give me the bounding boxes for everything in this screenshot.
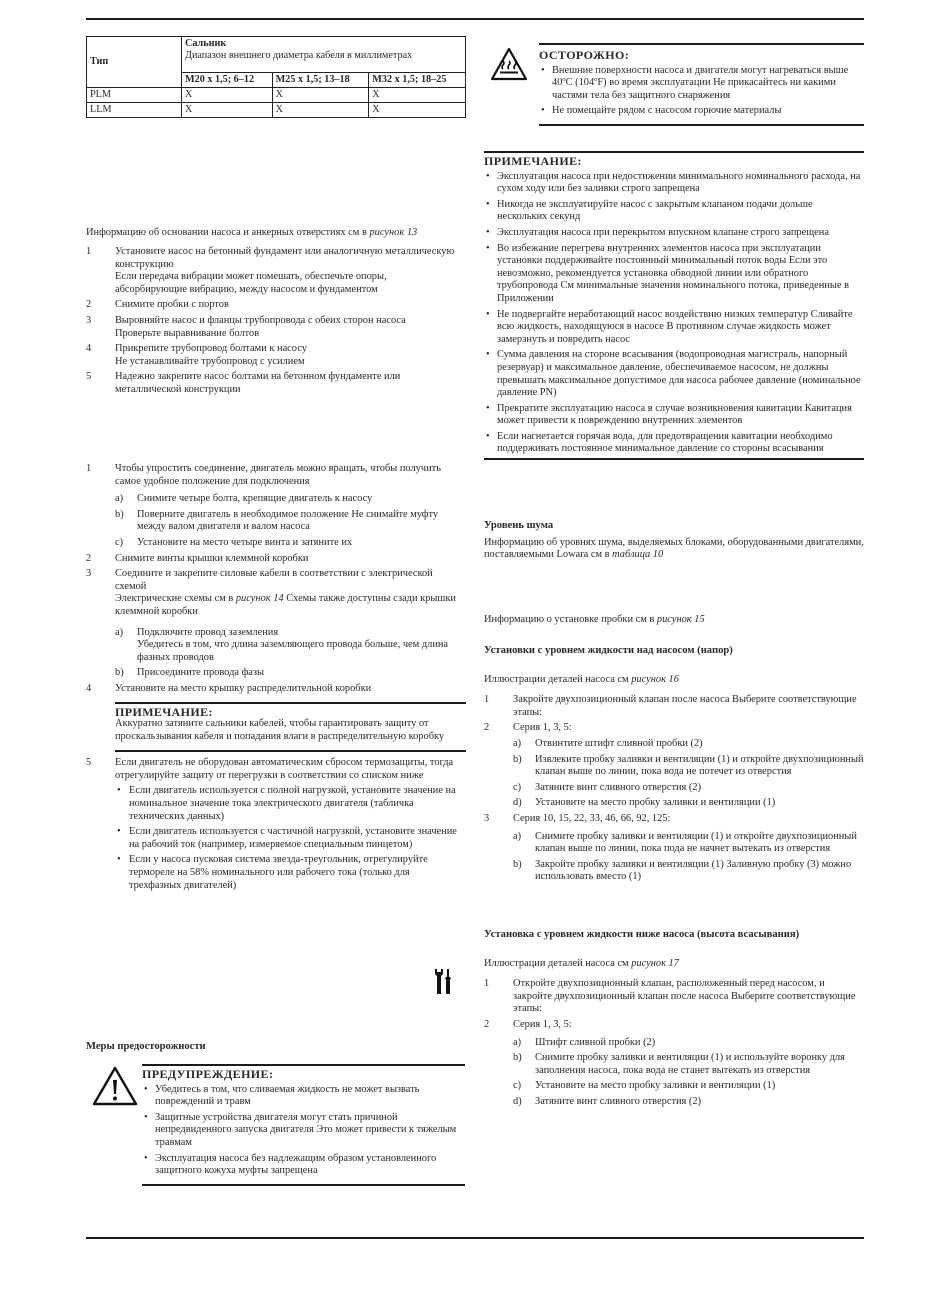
list-item: 1 Установите насос на бетонный фундамент или аналогичную металлическую конструкцию Если передача вибрации может помешать, обеспечьте опоры, абсорбирующие вибрацию, между насосом и фундаментом [86,246,455,295]
bullet-item: • Если нагнетается горячая вода, для предотвращения кавитации необходимо поддерживать постоянное минимальное давление со стороны всасывания [486,430,833,455]
plug-section [484,614,864,627]
bullet-item: • Убедитесь в том, что сливаемая жидкость не может вызвать повреждений и травм [144,1083,420,1108]
bullet-icon: • [144,1152,148,1164]
warning-box [142,1064,465,1186]
note-top-rule [115,702,466,704]
warning-bottom-rule [142,1184,465,1186]
electrical-section [86,463,458,892]
table-cell: X [182,103,273,118]
caution-box [539,43,864,126]
sub-list-item: a) Снимите пробку заливки и вентиляции (1) и откройте двухпозиционный клапан выше по линии, пока пода не начнет вытекать из отверстия [513,830,857,855]
list-item: 3 Серия 10, 15, 22, 33, 46, 66, 92, 125: [484,812,671,824]
list-item: 5 Если двигатель не оборудован автоматическим сбросом термозащиты, тогда отрегулируйте защиту от перегрузки в соответствии со списком ниже [86,757,454,781]
list-item: 3 Выровняйте насос и фланцы трубопровода с обеих сторон насоса Проверьте выравнивание болтов [86,314,406,339]
bullet-icon: • [117,854,121,866]
sub-list-item: b) Извлеките пробку заливки и вентиляции (1) и откройте двухпозиционный клапан выше по линии, пока вода не потечет из отверстия [513,753,864,778]
section-heading: Установка с уровнем жидкости ниже насоса (высота всасывания) [484,929,800,940]
caution-top-rule [539,43,864,45]
sub-list-item: a) Снимите четыре болта, крепящие двигатель к насосу [115,493,373,505]
table-cell-type: PLM [87,88,182,103]
table-row [87,88,466,103]
head-intro: Иллюстрации деталей насоса см рисунок 16 [484,673,679,685]
bullet-icon: • [117,785,121,797]
general-warning-icon [92,1066,138,1106]
plug-text: Информацию о установке пробки см в рисунок 15 [484,614,705,625]
bullet-item: • Не помещайте рядом с насосом горючие материалы [541,105,782,117]
list-item: 3 Соедините и закрепите силовые кабели в соответствии с электрической схемой Электрические схемы см в рисунок 14 Схемы также доступны сзади крышки клеммной коробки [86,568,456,617]
noise-text: Информацию об уровнях шума, выделяемых блоками, оборудованными двигателями, поставляемыми Lowara см в таблица 10 [484,536,864,561]
sub-list-item: d) Установите на место пробку заливки и вентиляции (1) [513,797,776,809]
sub-list-item: c) Установите на место пробку заливки и вентиляции (1) [513,1080,776,1092]
table-ref-link[interactable]: таблица 10 [612,549,664,561]
positive-head-section [484,645,864,884]
figure-ref-link[interactable]: рисунок 16 [631,673,679,685]
page-bottom-rule [86,1237,864,1239]
caution-title: ОСТОРОЖНО: [539,48,630,62]
page-top-rule [86,18,864,20]
table-row [87,103,466,118]
bullet-item: • Эксплуатация насоса без надлежащим образом установленного защитного кожуха муфты запрещена [144,1152,437,1177]
suction-lift-section [484,929,874,1109]
bullet-item: • Прекратите эксплуатацию насоса в случае возникновения кавитации Кавитация может привести к повреждению внутренних элементов [486,402,852,427]
bullet-icon: • [144,1111,148,1123]
list-item: 2 Серия 1, 3, 5: [484,722,572,734]
bullet-icon: • [486,430,490,442]
bullet-item: • Эксплуатация насоса при недостижении минимального номинального расхода, на сухом ходу или без заливки строго запрещена [486,170,861,195]
note-title: ПРИМЕЧАНИЕ: [115,704,213,719]
sub-list-item: a) Подключите провод заземления Убедитесь в том, что длина заземляющего провода больше, чем длина фазных проводов [115,626,449,663]
note-text: Аккуратно затяните сальники кабелей, чтобы гарантировать защиту от проскальзывания кабеля и попадания влаги в распределительную коробку [115,718,445,742]
bullet-icon: • [486,349,490,361]
note-bottom-rule [484,458,864,460]
sub-list-item: b) Присоедините провода фазы [115,667,264,679]
note-bottom-rule [115,750,466,752]
figure-ref-link[interactable]: рисунок 17 [631,957,679,969]
bullet-item: • Сумма давления на стороне всасывания (водопроводная магистраль, напорный резервуар) и максимальное давление, обеспечиваемое насосом, не должны превышать максимальное допустимое для насоса рабочее давление (номинальное давление PN) [486,349,861,399]
bullet-item: • Если у насоса пусковая система звезда-треугольник, отрегулируйте термореле на 58% номинального или рабочего тока (только для трехфазных двигателей) [117,854,428,891]
table-cell: X [369,103,466,118]
sub-list-item: b) Закройте пробку заливки и вентиляции (1) Заливную пробку (3) можно использовать вместо (1) [513,858,852,883]
sub-list-item: b) Поверните двигатель в необходимое положение Не снимайте муфту между валом двигателя и валом насоса [115,508,439,533]
list-item: 1 Чтобы упростить соединение, двигатель можно вращать, чтобы получить самое удобное положение для подключения [86,463,441,487]
sub-list-item: a) Штифт сливной пробки (2) [513,1036,656,1048]
table-cell-type: LLM [87,103,182,118]
cable-gland-table [86,36,466,118]
bullet-icon: • [117,826,121,838]
list-item: 1 Откройте двухпозиционный клапан, расположенный перед насосом, и закройте двухпозиционный клапан после насоса Выберите соответствующие этапы: [484,978,856,1015]
figure-ref-link[interactable]: рисунок 13 [369,227,418,238]
bullet-icon: • [486,170,490,182]
bullet-item: • Во избежание перегрева внутренних элементов насоса при эксплуатации установки поддерживайте постоянный минимальный поток воды Если это невозможно, рекомендуется установка обводной линии или обратного трубопровода См минимальные значения номинального потока, приведенные в Приложении [486,242,849,304]
bullet-item: • Внешние поверхности насоса и двигателя могут нагреваться выше 40ºC (104ºF) во время эксплуатации Не прикасайтесь ни какими частями тела без защитного снаряжения [541,64,849,101]
table-cell: X [182,88,273,103]
table-header-size: M20 x 1,5; 6–12 [182,73,273,88]
figure-ref-link[interactable]: рисунок 14 [235,593,284,605]
table-header-gland [182,37,466,73]
bullet-item: • Эксплуатация насоса при перекрытом впускном клапане строго запрещена [486,226,829,238]
table-cell: X [272,103,369,118]
bullet-icon: • [541,64,545,76]
caution-bottom-rule [539,124,864,126]
bullet-icon: • [144,1083,148,1095]
section-heading: Установки с уровнем жидкости над насосом (напор) [484,645,733,656]
warning-top-rule [142,1064,465,1066]
note-box-right [484,151,864,460]
list-item: 4 Прикрепите трубопровод болтами к насосу Не устанавливайте трубопровод с усилием [86,343,307,367]
gland-subtitle: Диапазон внешнего диаметра кабеля в миллиметрах [185,50,413,61]
lift-intro: Иллюстрации деталей насоса см рисунок 17 [484,957,679,969]
bullet-icon: • [486,308,490,320]
note-box [115,702,466,753]
bullet-item: • Если двигатель используется с частичной нагрузкой, установите значение на рабочий ток (например, измеряемое специальным пинцетом) [117,826,457,850]
note-top-rule [484,151,864,153]
section-heading: Уровень шума [484,520,554,531]
sub-list-item: a) Отвинтите штифт сливной пробки (2) [513,737,703,749]
table-header-type: Тип [87,37,182,88]
list-item: 2 Снимите пробки с портов [86,299,229,311]
section-heading: Меры предосторожности [86,1041,206,1052]
bullet-item: • Защитные устройства двигателя могут стать причиной непредвиденного запуска двигателя Это может привести к тяжелым травмам [144,1111,457,1148]
table-cell: X [369,88,466,103]
gland-title: Сальник [185,38,227,49]
list-item: 2 Снимите винты крышки клеммной коробки [86,552,309,564]
sub-list-item: d) Затяните винт сливного отверстия (2) [513,1095,702,1107]
sub-list-item: c) Затяните винт сливного отверстия (2) [513,781,702,793]
noise-section [484,520,864,562]
sub-list-item: c) Установите на место четыре винта и затяните их [115,536,353,548]
list-item: 1 Закройте двухпозиционный клапан после насоса Выберите соответствующие этапы: [484,694,857,718]
bullet-item: • Никогда не эксплуатируйте насос с закрытым клапаном подачи дольше нескольких секунд [486,198,813,223]
bullet-icon: • [541,105,545,117]
bullet-item: • Не подвергайте неработающий насос воздействию низких температур Сливайте всю жидкость, находящуюся в насосе В противном случае жидкость может замерзнуть и повредить насос [486,308,853,345]
table-header-size: M25 x 1,5; 13–18 [272,73,369,88]
foundation-section [86,223,458,397]
list-item: 5 Надежно закрепите насос болтами на бетонном фундаменте или металлической конструкции [86,371,401,395]
wrench-screwdriver-icon [432,968,454,996]
list-item: 2 Серия 1, 3, 5: [484,1018,572,1030]
sub-list-item: b) Снимите пробку заливки и вентиляции (1) и используйте воронку для заполнения насоса, пока вода не станет вытекать из отверстия [513,1052,845,1076]
bullet-icon: • [486,198,490,210]
list-item: 4 Установите на место крышку распределительной коробки [86,682,372,694]
hot-surface-warning-icon [490,47,528,81]
foundation-intro: Информацию об основании насоса и анкерных отверстиях см в рисунок 13 [86,227,418,238]
bullet-icon: • [486,402,490,414]
precautions-section [86,1041,466,1054]
bullet-icon: • [486,242,490,254]
bullet-icon: • [486,226,490,238]
table-cell: X [272,88,369,103]
table-header-size: M32 x 1,5; 18–25 [369,73,466,88]
figure-ref-link[interactable]: рисунок 15 [656,614,705,625]
warning-title: ПРЕДУПРЕЖДЕНИЕ: [142,1067,274,1081]
note-title: ПРИМЕЧАНИЕ: [484,154,582,168]
left-column [86,36,466,118]
bullet-item: • Если двигатель используется с полной нагрузкой, установите значение на номинальное значение тока электрического двигателя (табличка технических данных) [117,785,456,822]
